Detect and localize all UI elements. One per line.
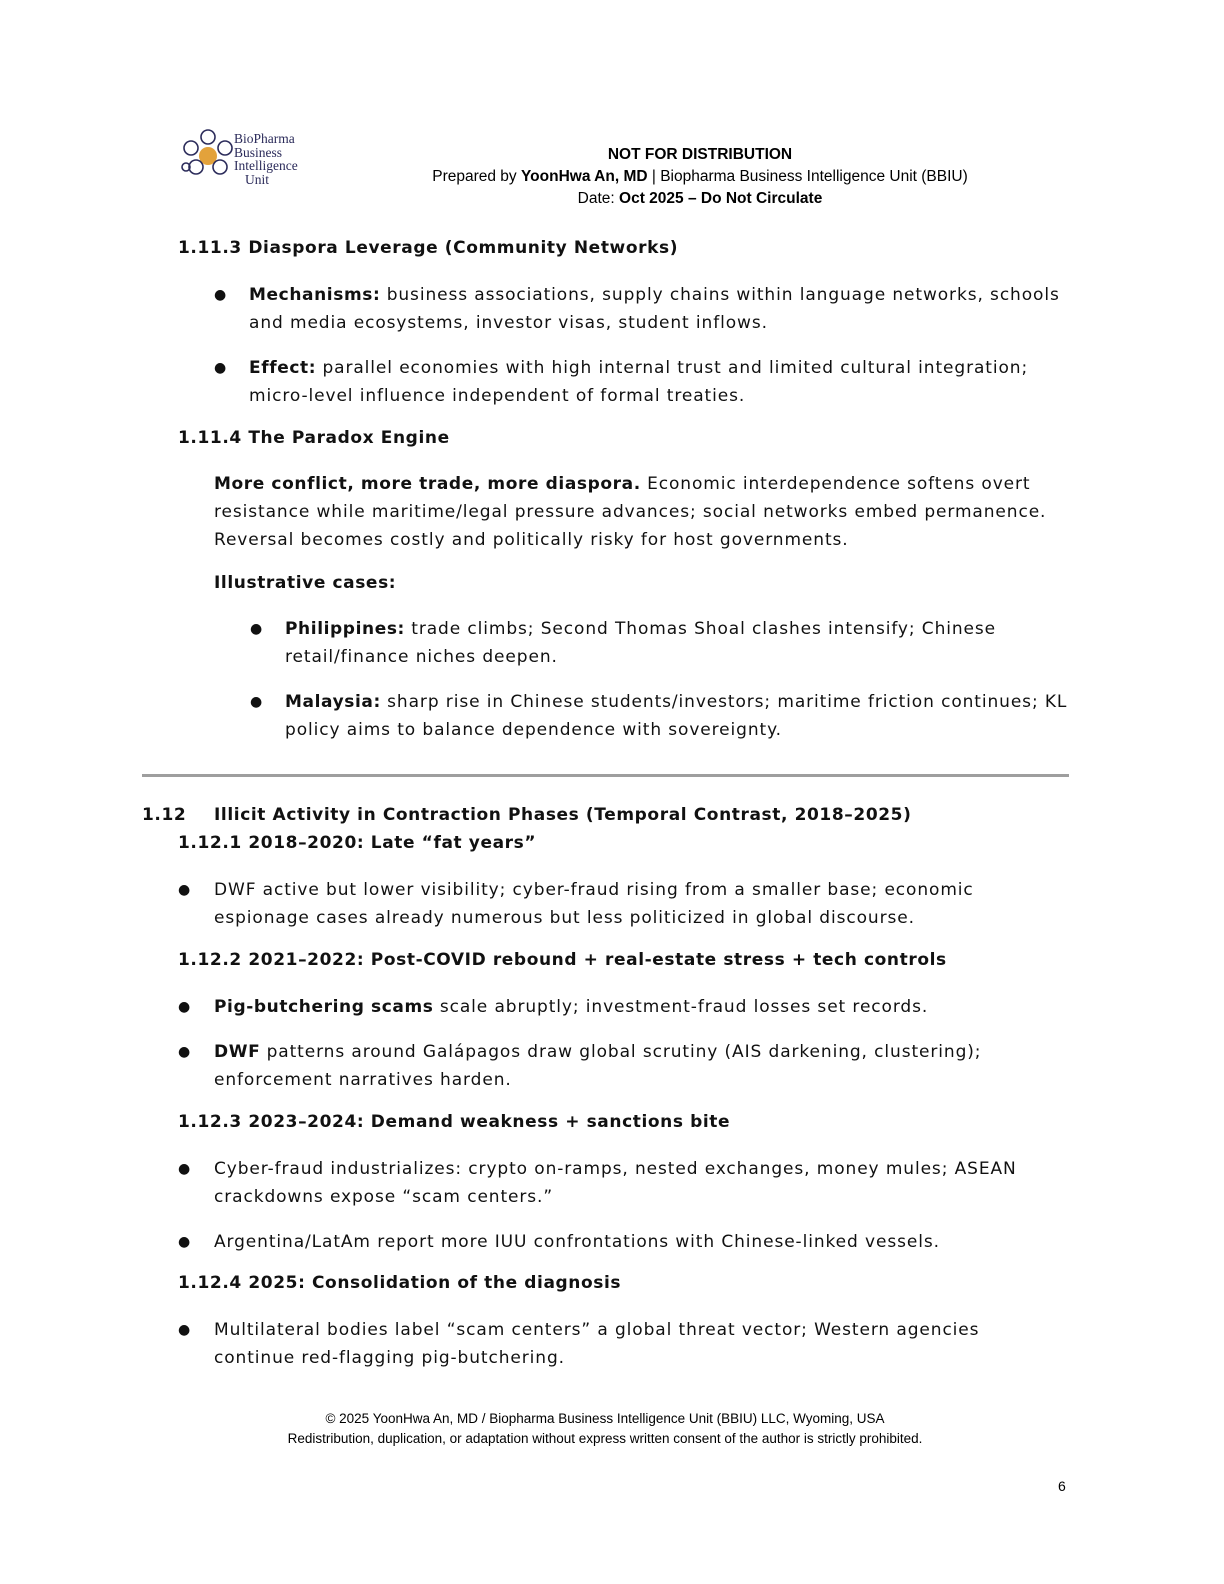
page-footer — [200, 1409, 1010, 1449]
copyright-line: © 2025 YoonHwa An, MD / Biopharma Business Intelligence Unit (BBIU) LLC, Wyoming, USA — [325, 1411, 885, 1426]
molecule-icon — [180, 128, 236, 188]
logo-line: Unit — [245, 171, 270, 187]
logo-wordmark — [234, 132, 298, 186]
logo-line: BioPharma — [234, 131, 295, 146]
subsection-heading: 1.12.2 2021–2022: Post-COVID rebound + real-estate stress + tech controls — [178, 950, 947, 970]
bullet: ● — [178, 1044, 191, 1060]
section-heading: 1.11.3 Diaspora Leverage (Community Networks) — [178, 238, 679, 258]
logo-line: Intelligence — [234, 158, 298, 173]
section-divider — [142, 774, 1069, 777]
section-heading: 1.11.4 The Paradox Engine — [178, 428, 450, 448]
subsection-heading: 1.12.3 2023–2024: Demand weakness + sanctions bite — [178, 1112, 731, 1132]
list-item: Mechanisms: business associations, supply chains within language networks, schools and media ecosystems, investor visas, student inflows. — [249, 285, 1060, 333]
bullet: ● — [250, 694, 263, 710]
bbiu-logo — [178, 92, 318, 220]
subsection-heading: 1.12.1 2018–2020: Late “fat years” — [178, 833, 537, 853]
list-item: DWF patterns around Galápagos draw global scrutiny (AIS darkening, clustering); enforcement narratives harden. — [214, 1042, 982, 1090]
bullet: ● — [178, 999, 191, 1015]
list-item: Effect: parallel economies with high internal trust and limited cultural integration; micro-level influence independent of formal treaties. — [249, 358, 1029, 406]
page-number: 6 — [1058, 1478, 1066, 1494]
list-item: DWF active but lower visibility; cyber-fraud rising from a smaller base; economic espionage cases already numerous but less politicized in global discourse. — [214, 880, 974, 928]
distribution-notice: NOT FOR DISTRIBUTION — [607, 146, 793, 163]
cases-label: Illustrative cases: — [214, 573, 397, 593]
redistribution-notice: Redistribution, duplication, or adaptation without express written consent of the author is strictly prohibited. — [287, 1431, 923, 1446]
bullet: ● — [214, 360, 227, 376]
subsection-heading: 1.12.4 2025: Consolidation of the diagnosis — [178, 1273, 622, 1293]
page-header — [350, 144, 1050, 210]
bullet: ● — [178, 882, 191, 898]
bullet: ● — [178, 1161, 191, 1177]
prepared-by-line: Prepared by YoonHwa An, MD | Biopharma Business Intelligence Unit (BBIU) — [432, 168, 968, 185]
date-line: Date: Oct 2025 – Do Not Circulate — [577, 190, 823, 207]
logo-line: Business — [234, 144, 283, 160]
section-number: 1.12 — [142, 805, 187, 825]
section-title: Illicit Activity in Contraction Phases (Temporal Contrast, 2018–2025) — [214, 805, 912, 825]
bullet: ● — [178, 1322, 191, 1338]
list-item: Multilateral bodies label “scam centers” a global threat vector; Western agencies continue red-flagging pig-butchering. — [214, 1320, 980, 1368]
bullet: ● — [250, 621, 263, 637]
paragraph: More conflict, more trade, more diaspora. Economic interdependence softens overt resistance while maritime/legal pressure advances; social networks embed permanence. Reversal becomes costly and politically risky for host governments. — [214, 474, 1047, 550]
list-item: Pig-butchering scams scale abruptly; investment-fraud losses set records. — [214, 997, 929, 1017]
bullet: ● — [214, 287, 227, 303]
list-item: Philippines: trade climbs; Second Thomas Shoal clashes intensify; Chinese retail/finance niches deepen. — [285, 619, 997, 667]
list-item: Argentina/LatAm report more IUU confrontations with Chinese-linked vessels. — [214, 1232, 940, 1252]
list-item: Cyber-fraud industrializes: crypto on-ramps, nested exchanges, money mules; ASEAN crackdowns expose “scam centers.” — [214, 1159, 1017, 1207]
list-item: Malaysia: sharp rise in Chinese students/investors; maritime friction continues; KL policy aims to balance dependence with sovereignty. — [285, 692, 1068, 740]
bullet: ● — [178, 1234, 191, 1250]
